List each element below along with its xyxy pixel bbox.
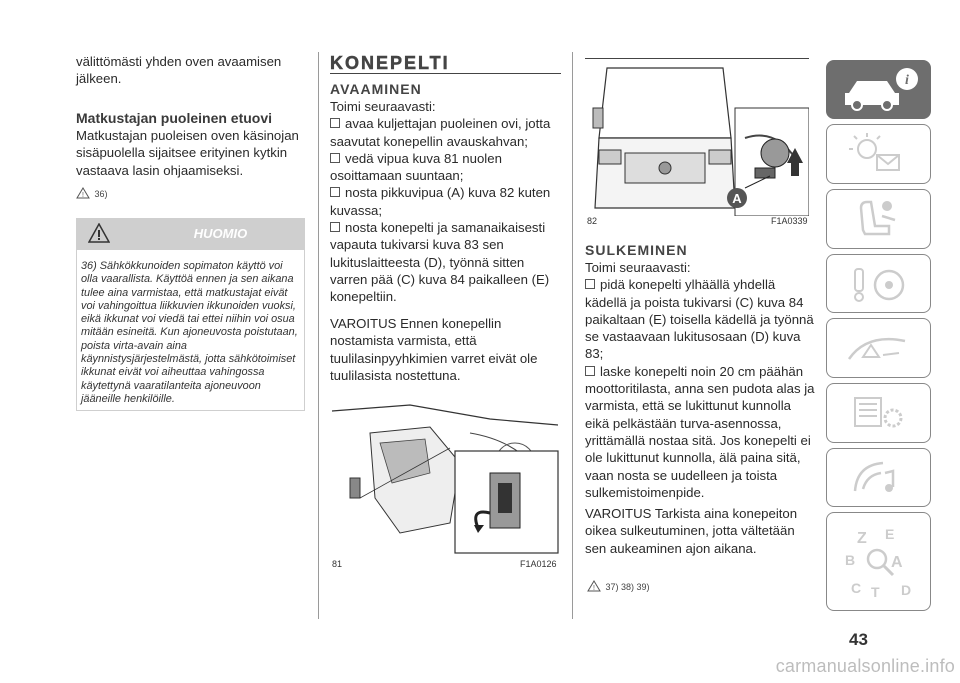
step-item: nosta konepelti ja samanaikaisesti vapauta tukivarsi kuva 83 sen lukituslaitteesta (D), työnnä sitten varren pää (C) kuva 84 paikalleen (E) konepeltiin. — [330, 220, 550, 305]
index-letter: Z — [857, 530, 867, 547]
tab-service-music[interactable] — [826, 448, 931, 507]
van-front-illustration — [585, 58, 809, 216]
figure-number: 81 — [332, 559, 343, 569]
step-item: laske konepelti noin 20 cm päähän moottoritilasta, anna sen pudota alas ja varmista, että se lukittunut kunnolla eikä pelkästään turva-asennossa, yrittämällä nostaa sitä. Jos konepelti ei ole lukittunut kunnolla, älä paina sitä, vaan nosta se uudelleen ja toista sulkemistoimenpide. — [585, 363, 815, 500]
figure-82 — [585, 58, 809, 228]
caution-icon — [88, 223, 110, 243]
intro-text: välittömästi yhden oven avaamisen jälkeen. — [76, 54, 282, 87]
svg-text:i: i — [905, 73, 909, 88]
tab-airbag-seat[interactable] — [826, 189, 931, 249]
notice-box — [76, 249, 305, 411]
index-letter: A — [891, 554, 903, 571]
warning-dashboard-icon — [827, 319, 930, 377]
warning-reference — [587, 577, 649, 595]
tools-settings-icon — [827, 384, 930, 442]
column-divider-1 — [318, 52, 319, 619]
index-letter: D — [901, 582, 912, 598]
figure-code: F1A0339 — [771, 216, 808, 226]
tab-tools-settings[interactable] — [826, 383, 931, 443]
figure-code: F1A0126 — [520, 559, 557, 569]
lights-mail-icon — [827, 125, 930, 183]
index-letter: C — [851, 580, 862, 596]
subsection-title-closing: SULKEMINEN — [585, 242, 688, 258]
caution-text-closing: VAROITUS Tarkista aina konepeiton oikea sulkeutuminen, jotta vältetään sen aukeaminen ajon aikana. — [585, 506, 798, 556]
car-info-icon — [827, 61, 930, 118]
svg-text:!: ! — [593, 584, 595, 592]
service-music-icon — [827, 449, 930, 506]
step-item: vedä vipua kuva 81 nuolen osoittamaan suuntaan; — [330, 150, 502, 184]
tab-steering-key[interactable] — [826, 254, 931, 313]
watermark: carmanualsonline.info — [775, 656, 955, 676]
index-letter: T — [871, 584, 880, 600]
step-item: nosta pikkuvipua (A) kuva 82 kuten kuvassa; — [330, 185, 551, 218]
opening-steps — [330, 98, 562, 306]
notice-title: HUOMIO — [193, 226, 248, 241]
tab-car-info[interactable] — [826, 60, 931, 119]
warning-reference — [76, 184, 107, 202]
closing-steps — [585, 259, 815, 501]
figure-81 — [330, 403, 560, 573]
index-letter: B — [845, 552, 856, 568]
steering-key-icon — [827, 255, 930, 312]
title-rule — [330, 73, 561, 74]
airbag-seat-icon — [827, 190, 930, 248]
step-item: pidä konepelti ylhäällä yhdellä kädellä ja poista tukivarsi (C) kuva 84 paikaltaan (E) toisella kädellä ja työnnä se vastaavaan lukitusosaan (D) kuva 83; — [585, 277, 814, 362]
page-number: 43 — [849, 630, 868, 649]
svg-text:!: ! — [82, 191, 84, 199]
warning-triangle-icon — [76, 187, 90, 199]
warning-ref-number: 36) — [94, 189, 108, 199]
notice-header — [76, 218, 305, 249]
section-title: KONEPELTI — [330, 53, 450, 73]
hood-lever-illustration — [330, 403, 560, 573]
warning-ref-numbers: 37) 38) 39) — [605, 582, 650, 592]
figure-label-a: A — [732, 191, 742, 206]
notice-text: 36) Sähkökkunoiden sopimaton käyttö voi olla vaarallista. Käyttöä ennen ja sen aikana tulee aina varmistaa, että matkustajat eivät voi vahingoittua liikkuvien ikkunoiden vuoksi, eikä ikkunat voi viedä tai ettei niihin voi osua mitään esineitä. Kun ajoneuvosta poistutaan, poista virta-avain aina käynnistysjärjestelmästä, jotta sähkötoimiset ikkunat eivät voi aiheuttaa vahingossa käytettynä vaaratilanteita ajoneuvoon jääneille henkilöille. — [81, 260, 298, 405]
step-item: avaa kuljettajan puoleinen ovi, jotta saavutat konepellin avauskahvan; — [330, 116, 551, 149]
index-letter: E — [885, 526, 895, 542]
subheading-passenger-door: Matkustajan puoleinen etuovi — [76, 110, 273, 126]
subsection-title-opening: AVAAMINEN — [330, 81, 422, 97]
tab-warning-dashboard[interactable] — [826, 318, 931, 378]
column-divider-2 — [572, 52, 573, 619]
tab-lights-mail[interactable] — [826, 124, 931, 184]
figure-number: 82 — [587, 216, 598, 226]
lead-text: Toimi seuraavasti: — [585, 260, 691, 275]
passenger-door-text: Matkustajan puoleisen oven käsinojan sisäpuolella sijaitsee erityinen kytkin vastaava lasin ohjaamiseksi. — [76, 128, 299, 178]
warning-triangle-icon — [587, 580, 601, 592]
caution-text-opening: VAROITUS Ennen konepellin nostamista varmista, että tuulilasinpyyhkimien varret eivät ole tuulilasista nostettuna. — [330, 316, 538, 383]
tab-index[interactable] — [826, 512, 931, 611]
lead-text: Toimi seuraavasti: — [330, 99, 436, 114]
index-letters-icon — [827, 513, 930, 610]
